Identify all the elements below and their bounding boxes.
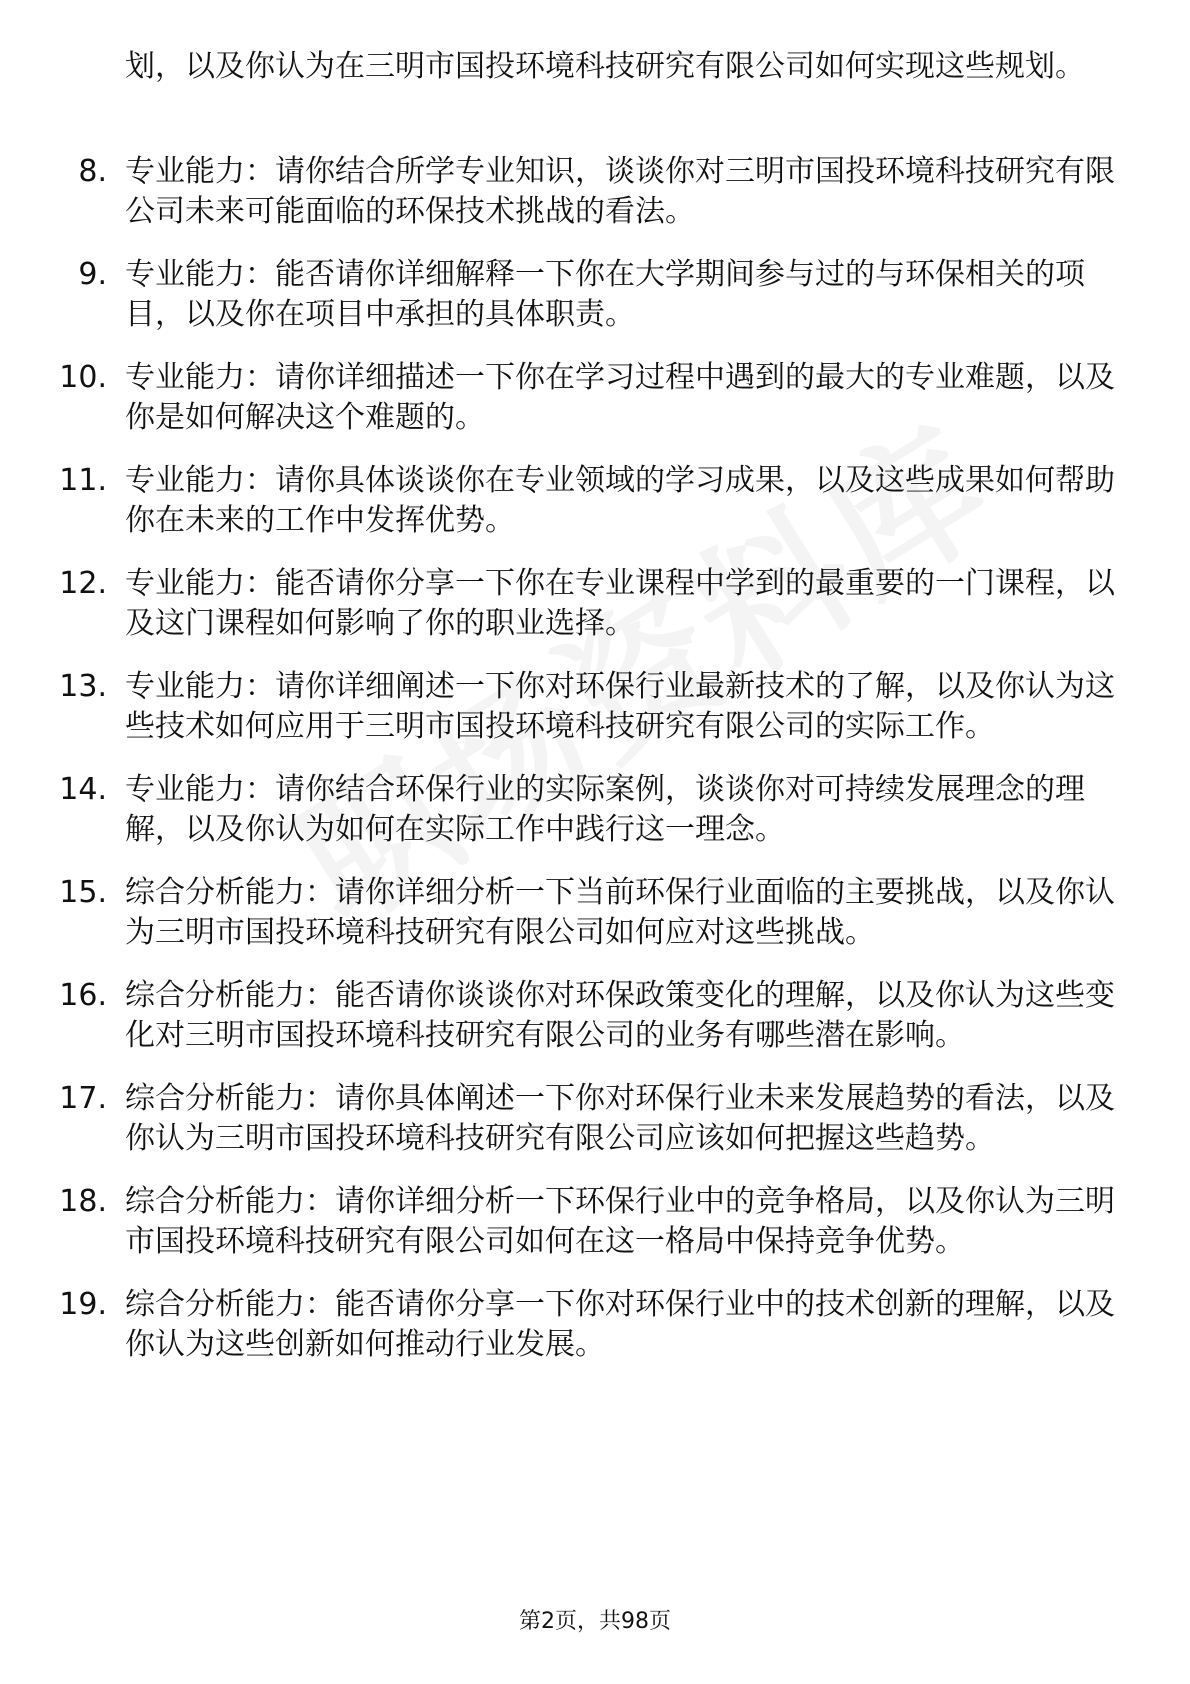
list-item: [0, 873, 1190, 953]
question-text: 专业能力：能否请你详细解释一下你在大学期间参与过的与环保相关的项目，以及你在项目中承担的具体职责。: [125, 257, 1085, 332]
question-number: 12.: [59, 566, 107, 601]
page-footer: 第2页，共98页: [519, 1609, 671, 1634]
question-number: 15.: [59, 875, 107, 910]
question-number: 18.: [59, 1184, 107, 1219]
question-text: 综合分析能力：请你详细分析一下当前环保行业面临的主要挑战，以及你认为三明市国投环境科技研究有限公司如何应对这些挑战。: [125, 875, 1115, 950]
question-text: 专业能力：请你结合所学专业知识，谈谈你对三明市国投环境科技研究有限公司未来可能面临的环保技术挑战的看法。: [125, 154, 1115, 229]
question-number: 16.: [59, 978, 107, 1013]
question-text: 专业能力：请你具体谈谈你在专业领域的学习成果，以及这些成果如何帮助你在未来的工作中发挥优势。: [125, 463, 1115, 538]
list-item: [0, 770, 1190, 850]
question-number: 14.: [59, 772, 107, 807]
list-item: [0, 152, 1190, 232]
question-text: 专业能力：请你结合环保行业的实际案例，谈谈你对可持续发展理念的理解，以及你认为如何在实际工作中践行这一理念。: [125, 772, 1085, 847]
question-list: [0, 152, 1190, 1388]
question-text: 专业能力：请你详细阐述一下你对环保行业最新技术的了解，以及你认为这些技术如何应用于三明市国投环境科技研究有限公司的实际工作。: [125, 669, 1115, 744]
question-text: 专业能力：请你详细描述一下你在学习过程中遇到的最大的专业难题，以及你是如何解决这个难题的。: [125, 360, 1115, 435]
question-number: 10.: [59, 360, 107, 395]
list-item: [0, 564, 1190, 644]
question-number: 19.: [59, 1287, 107, 1322]
question-text: 综合分析能力：请你详细分析一下环保行业中的竞争格局，以及你认为三明市国投环境科技研究有限公司如何在这一格局中保持竞争优势。: [125, 1184, 1115, 1259]
question-number: 11.: [59, 463, 107, 498]
question-number: 13.: [59, 669, 107, 704]
list-item: [0, 1285, 1190, 1365]
question-text: 专业能力：能否请你分享一下你在专业课程中学到的最重要的一门课程，以及这门课程如何影响了你的职业选择。: [125, 566, 1115, 641]
list-item: [0, 255, 1190, 335]
list-item: [0, 358, 1190, 438]
list-item: [0, 1079, 1190, 1159]
question-number: 17.: [59, 1081, 107, 1116]
question-number: 8.: [78, 154, 107, 189]
list-item: [0, 1182, 1190, 1262]
question-number: 9.: [78, 257, 107, 292]
list-item: [0, 461, 1190, 541]
list-item: [0, 976, 1190, 1056]
question-text: 综合分析能力：能否请你分享一下你对环保行业中的技术创新的理解，以及你认为这些创新如何推动行业发展。: [125, 1287, 1115, 1362]
question-text: 综合分析能力：能否请你谈谈你对环保政策变化的理解，以及你认为这些变化对三明市国投环境科技研究有限公司的业务有哪些潜在影响。: [125, 978, 1115, 1053]
question-text: 综合分析能力：请你具体阐述一下你对环保行业未来发展趋势的看法，以及你认为三明市国投环境科技研究有限公司应该如何把握这些趋势。: [125, 1081, 1115, 1156]
list-item: [0, 667, 1190, 747]
continuation-paragraph: 划，以及你认为在三明市国投环境科技研究有限公司如何实现这些规划。: [125, 49, 1085, 84]
